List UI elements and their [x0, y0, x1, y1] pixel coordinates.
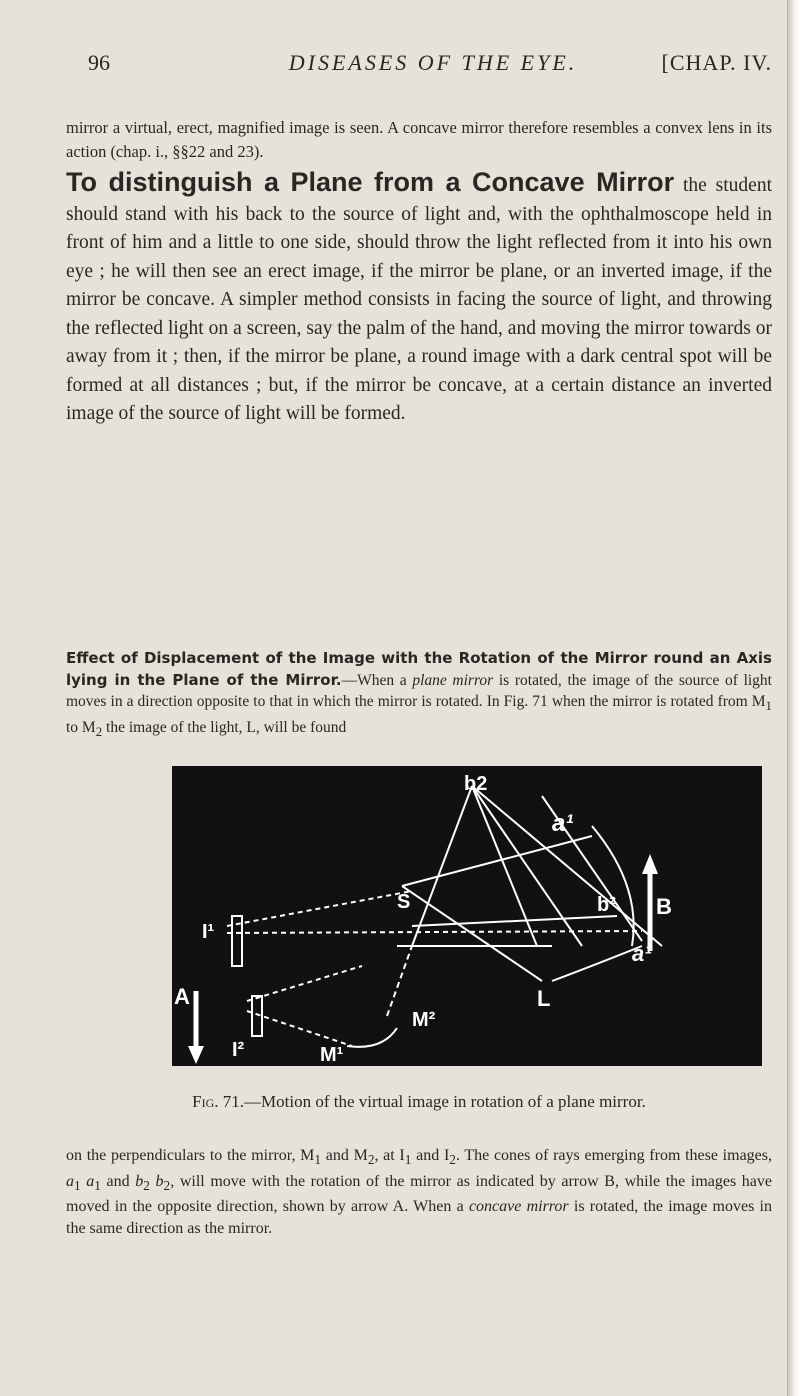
subscript: 2 [449, 1152, 456, 1168]
figure-caption [66, 1090, 772, 1113]
label-b2-right: b² [597, 894, 616, 916]
italic-var: a [86, 1172, 95, 1190]
page-edge [787, 0, 800, 1396]
label-M1: M¹ [320, 1044, 344, 1066]
label-I1: I¹ [202, 921, 215, 943]
label-B: B [656, 894, 672, 919]
text-run: and M [321, 1147, 368, 1164]
subscript: 1 [765, 698, 772, 714]
subscript: 2 [143, 1177, 150, 1193]
closing-paragraph [66, 1145, 772, 1239]
text-run: and I [411, 1147, 450, 1164]
subscript: 1 [314, 1152, 322, 1168]
displacement-text-d: the image of the light, L, will be found [102, 718, 347, 736]
label-M2: M² [412, 1009, 436, 1031]
subscript: 2 [95, 723, 103, 739]
label-a1-top: a¹ [552, 810, 574, 837]
page-number: 96 [88, 50, 110, 75]
text-run: is rotated, the image moves in the same direction as the mirror. [66, 1198, 773, 1237]
italic-var: a [66, 1172, 74, 1190]
section-heading-displacement: Effect of Displacement of the Image with the Rotation of the Mirror round an Axis lying in the Plane of the Mirror. [66, 649, 772, 689]
displacement-text-a: —When a [341, 671, 413, 689]
subscript: 1 [94, 1177, 101, 1193]
text-run: . The cones of rays emerging from these images, [455, 1147, 773, 1164]
displacement-text-c: to M [66, 718, 96, 736]
figure-71-diagram [172, 766, 762, 1066]
intro-paragraph: mirror a virtual, erect, magnified image is seen. A concave mirror therefore resembles a convex lens in its action (chap. i., §§22 and 23). [66, 118, 772, 161]
figure-background [172, 766, 762, 1066]
text-run: on the perpendiculars to the mirror, M [66, 1147, 315, 1164]
label-S: S [397, 891, 411, 913]
label-I2: I² [232, 1039, 245, 1061]
italic-var: b [155, 1172, 164, 1190]
plane-vs-concave-paragraph [66, 168, 772, 429]
italic-var: b [135, 1172, 144, 1190]
text-run: , will move with the rotation of the mirror as indicated by arrow B, while the images have moved in the opposite direction, shown by arrow A. When a [66, 1172, 773, 1216]
caption-text: —Motion of the virtual image in rotation of a plane mirror. [244, 1092, 646, 1111]
subscript: 1 [404, 1152, 412, 1168]
displacement-paragraph [66, 648, 772, 742]
label-b2-top: b2 [464, 773, 488, 795]
caption-label: Fig. 71. [192, 1092, 245, 1111]
subscript: 1 [74, 1177, 81, 1193]
text-run: , at I [374, 1147, 405, 1164]
subscript: 2 [163, 1177, 171, 1193]
label-L: L [537, 986, 551, 1011]
running-head: DISEASES OF THE EYE. [288, 50, 578, 75]
label-a1-right: a¹ [632, 941, 652, 966]
chapter-reference: [CHAP. IV. [661, 50, 772, 75]
displacement-text-b: is rotated, the image of the source of light moves in a direction opposite to that in which the mirror is rotated. In Fig. 71 when the mirror is rotated from M [66, 671, 772, 710]
page-header [88, 50, 778, 84]
section-text-plane-concave: the student should stand with his back to the source of light and, with the ophthalmoscope held in front of him and a little to one side, should throw the light reflected from it into his own eye ; he will then see an erect image, if the mirror be plane, or an inverted image, if the mirror be concave. A simpler method consists in facing the source of light, and throwing the reflected light on a screen, say the palm of the hand, and moving the mirror towards or away from it ; then, if the mirror be plane, a round image with a dark central spot will be formed at all distances ; but, if the mirror be concave, at a certain distance an inverted image of the source of light will be formed. [66, 175, 772, 424]
subscript: 2 [367, 1152, 375, 1168]
section-heading-plane-concave: To distinguish a Plane from a Concave Mirror [66, 167, 675, 197]
figure-71 [172, 766, 762, 1066]
text-run: and [100, 1172, 136, 1190]
italic-term: concave mirror [468, 1198, 569, 1216]
label-A: A [174, 984, 190, 1009]
displacement-italic: plane mirror [412, 671, 494, 689]
